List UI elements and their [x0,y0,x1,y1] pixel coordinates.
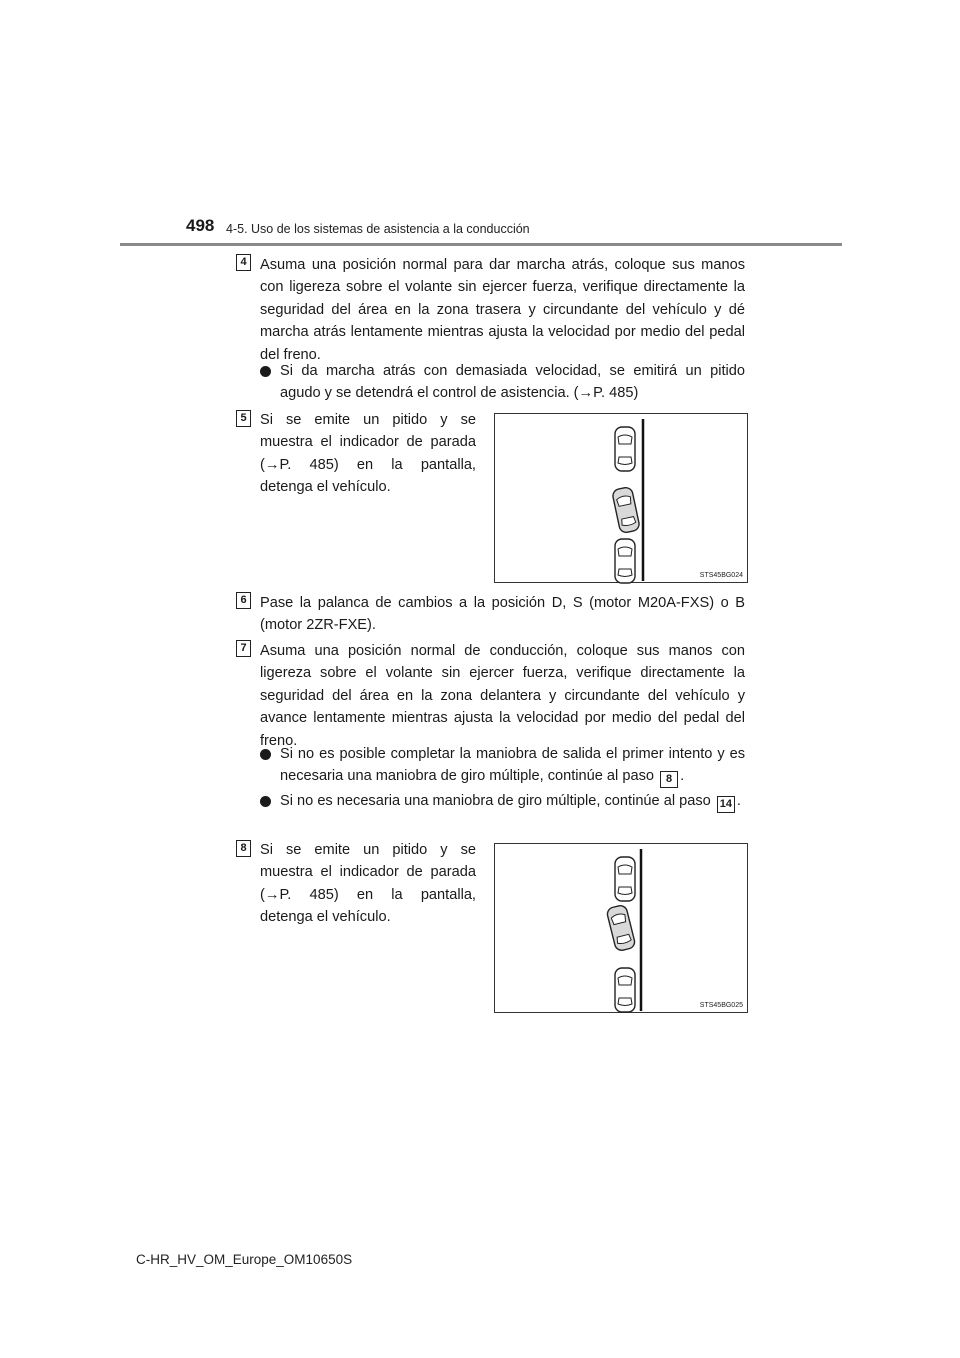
parked-car-icon [615,539,635,583]
step-number-7: 7 [236,640,251,657]
parking-diagram-2 [495,844,749,1014]
step-number-6: 6 [236,592,251,609]
step-number-5: 5 [236,410,251,427]
step-ref-14: 14 [717,796,735,813]
page-number: 498 [186,216,215,235]
header-divider [120,243,842,246]
figure-code: STS45BG025 [699,1002,743,1009]
step-number-8: 8 [236,840,251,857]
step-4-bullet [260,360,745,405]
step-ref-8: 8 [660,771,678,788]
step-5-text: Si se emite un pitido y se muestra el indicador de parada (→P. 485) en la pantalla, detenga el vehículo. [260,412,476,496]
own-car-icon [612,486,641,533]
parked-car-icon [615,857,635,901]
bullet-icon [260,749,271,760]
bullet-icon [260,366,271,377]
step-7-bullet-1: Si no es posible completar la maniobra de salida el primer intento y es necesaria una maniobra de giro múltiple, continúe al paso 8 . [260,743,745,788]
step-6-text: Pase la palanca de cambios a la posición D, S (motor M20A-FXS) o B (motor 2ZR-FXE). [260,595,745,634]
parked-car-icon [615,427,635,471]
step-4-text: Asuma una posición normal para dar marcha atrás, coloque sus manos con ligereza sobre el volante sin ejercer fuerza, verifique directamente la seguridad del área en la zona trasera y circundante del vehículo y dé marcha atrás lentamente mientras ajusta la velocidad por medio del pedal del freno. [260,257,745,363]
parking-figure-1 [494,413,748,583]
section-title: 4-5. Uso de los sistemas de asistencia a la conducción [226,222,530,236]
parking-diagram-1 [495,414,749,584]
own-car-icon [606,904,636,952]
step-7-bullet-1-text: Si no es posible completar la maniobra de salida el primer intento y es necesaria una maniobra de giro múltiple, continúe al paso [280,746,745,785]
step-8-text: Si se emite un pitido y se muestra el indicador de parada (→P. 485) en la pantalla, detenga el vehículo. [260,842,476,926]
parking-figure-2 [494,843,748,1013]
step-number-4: 4 [236,254,251,271]
step-7-bullet-2-text: Si no es necesaria una maniobra de giro múltiple, continúe al paso [280,793,711,809]
bullet-icon [260,796,271,807]
step-7-bullet-2: Si no es necesaria una maniobra de giro múltiple, continúe al paso 14 . [260,790,745,813]
figure-code: STS45BG024 [699,572,743,579]
step-4-bullet-text: Si da marcha atrás con demasiada velocidad, se emitirá un pitido agudo y se detendrá el control de asistencia. (→P. 485) [280,363,745,402]
step-7-text: Asuma una posición normal de conducción, coloque sus manos con ligereza sobre el volante sin ejercer fuerza, verifique directamente la seguridad del área en la zona delantera y circundante del vehículo y avance lentamente mientras ajusta la velocidad por medio del pedal del freno. [260,643,745,749]
footer-doc-id: C-HR_HV_OM_Europe_OM10650S [136,1252,353,1267]
parked-car-icon [615,968,635,1012]
